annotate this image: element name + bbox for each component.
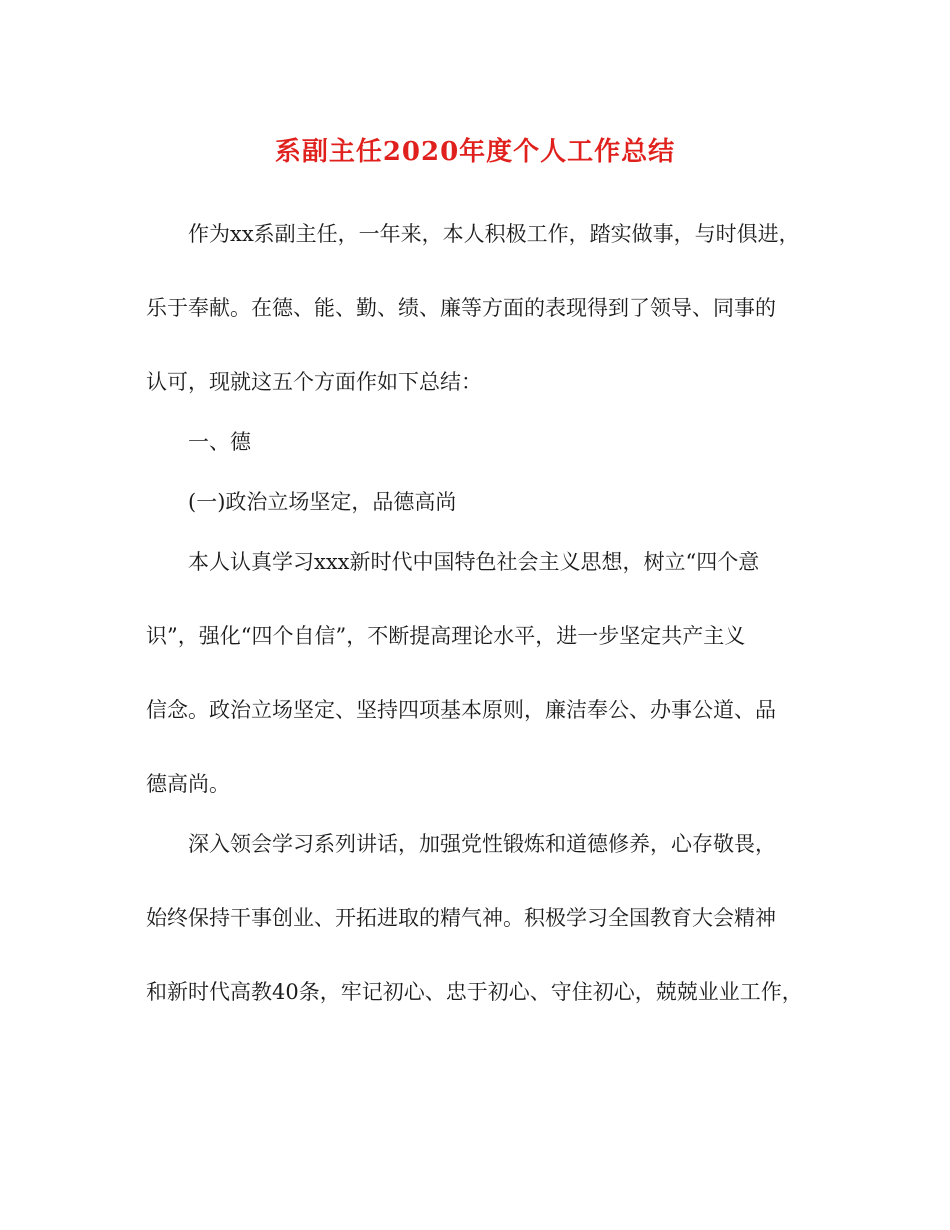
paragraph-line: 和新时代高教40条，牢记初心、忠于初心、守住初心，兢兢业业工作， xyxy=(146,980,803,1004)
paragraph-line: 认可，现就这五个方面作如下总结： xyxy=(146,370,482,394)
paragraph-line: 识”，强化“四个自信”，不断提高理论水平，进一步坚定共产主义 xyxy=(146,624,746,648)
paragraph-line: 乐于奉献。在德、能、勤、绩、廉等方面的表现得到了领导、同事的 xyxy=(146,296,776,320)
document-title: 系副主任2020年度个人工作总结 xyxy=(274,137,676,167)
paragraph-line: 深入领会学习系列讲话，加强党性锻炼和道德修养，心存敬畏， xyxy=(188,832,776,856)
paragraph-line: 作为xx系副主任，一年来，本人积极工作，踏实做事，与时俱进， xyxy=(188,222,800,246)
subsection-heading: (一)政治立场坚定，品德高尚 xyxy=(188,490,457,514)
paragraph-line: 本人认真学习xxx新时代中国特色社会主义思想，树立“四个意 xyxy=(188,550,760,574)
paragraph-line: 始终保持干事创业、开拓进取的精气神。积极学习全国教育大会精神 xyxy=(146,906,776,930)
paragraph-line: 信念。政治立场坚定、坚持四项基本原则，廉洁奉公、办事公道、品 xyxy=(146,698,776,722)
paragraph-line: 德高尚。 xyxy=(146,772,230,796)
section-heading: 一、德 xyxy=(188,430,251,454)
